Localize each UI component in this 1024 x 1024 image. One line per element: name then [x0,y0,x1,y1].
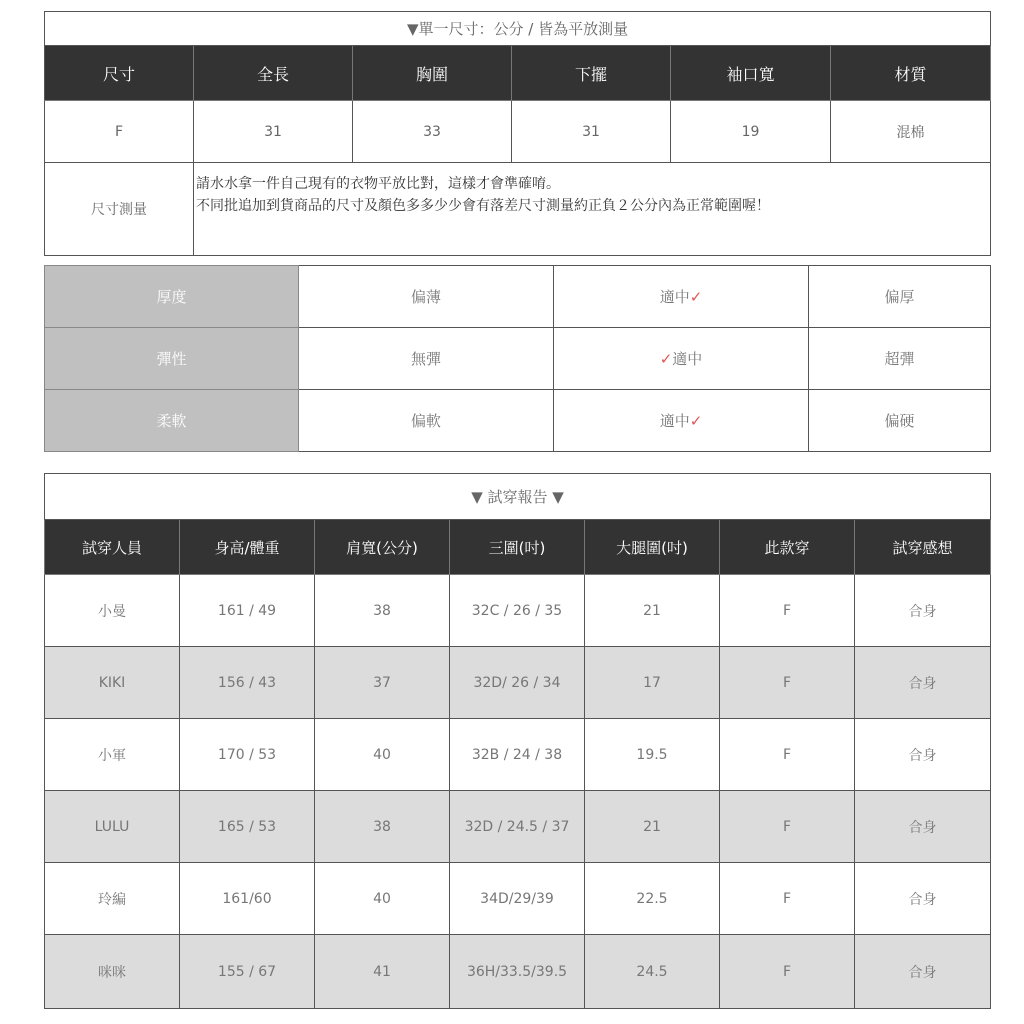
fit-cell-height-weight: 156 / 43 [180,647,315,719]
fitting-report-caption: ▼ 試穿報告 ▼ [45,474,991,520]
fabric-row-thickness [45,266,991,328]
size-header-material: 材質 [831,46,991,101]
fit-cell-measurements: 34D/29/39 [450,863,585,935]
fit-cell-measurements: 32B / 24 / 38 [450,719,585,791]
fabric-option-thin: 偏薄 [299,266,554,328]
fit-cell-tester: 咪咪 [45,935,180,1009]
fit-header-size-worn: 此款穿 [720,520,855,575]
fit-cell-shoulder: 40 [315,719,450,791]
fit-header-tester: 試穿人員 [45,520,180,575]
fit-cell-feedback: 合身 [855,791,991,863]
fit-cell-measurements: 32D/ 26 / 34 [450,647,585,719]
fit-cell-size-worn: F [720,935,855,1009]
fabric-label-elasticity: 彈性 [45,328,299,390]
fit-cell-size-worn: F [720,719,855,791]
fabric-option-medium-elasticity [554,328,809,390]
size-header-length: 全長 [194,46,353,101]
fit-cell-thigh: 22.5 [585,863,720,935]
fit-cell-feedback: 合身 [855,647,991,719]
fit-cell-measurements: 32D / 24.5 / 37 [450,791,585,863]
fit-cell-size-worn: F [720,647,855,719]
fit-cell-tester: 玲編 [45,863,180,935]
fabric-label-softness: 柔軟 [45,390,299,452]
fit-cell-feedback: 合身 [855,935,991,1009]
table-row [45,791,991,863]
fit-header-measurements: 三圍(吋) [450,520,585,575]
fit-header-shoulder: 肩寬(公分) [315,520,450,575]
fabric-option-hard: 偏硬 [809,390,991,452]
size-value-size: F [45,101,194,163]
size-value-material: 混棉 [831,101,991,163]
table-row [45,719,991,791]
fit-cell-feedback: 合身 [855,719,991,791]
size-table-caption: ▼單一尺寸：公分 / 皆為平放測量 [45,12,991,46]
fit-cell-height-weight: 161 / 49 [180,575,315,647]
fabric-option-no-stretch: 無彈 [299,328,554,390]
table-row [45,575,991,647]
size-value-chest: 33 [353,101,512,163]
fit-cell-thigh: 17 [585,647,720,719]
size-header-cuff: 袖口寬 [671,46,831,101]
fit-cell-height-weight: 170 / 53 [180,719,315,791]
size-note [194,163,991,256]
table-row [45,935,991,1009]
fabric-option-medium-thickness [554,266,809,328]
option-text: 適中 [659,288,690,306]
fit-cell-shoulder: 40 [315,863,450,935]
fabric-option-super-stretch: 超彈 [809,328,991,390]
fit-header-height-weight: 身高/體重 [180,520,315,575]
check-icon: ✓ [659,350,673,368]
size-note-label: 尺寸測量 [45,163,194,256]
option-text: 適中 [659,412,690,430]
check-icon: ✓ [689,288,703,306]
fit-cell-size-worn: F [720,575,855,647]
fit-cell-thigh: 19.5 [585,719,720,791]
fitting-report-table [44,473,991,1009]
fit-header-thigh: 大腿圍(吋) [585,520,720,575]
fabric-label-thickness: 厚度 [45,266,299,328]
fit-cell-thigh: 24.5 [585,935,720,1009]
fabric-option-medium-softness [554,390,809,452]
check-icon: ✓ [689,412,703,430]
fit-cell-thigh: 21 [585,575,720,647]
fit-cell-tester: LULU [45,791,180,863]
table-row [45,863,991,935]
fit-cell-tester: 小軍 [45,719,180,791]
fit-header-feedback: 試穿感想 [855,520,991,575]
fabric-option-soft: 偏軟 [299,390,554,452]
fabric-table [44,265,991,452]
size-note-line-2: 不同批追加到貨商品的尺寸及顏色多多少少會有落差尺寸測量約正負２公分內為正常範圍喔！ [196,198,770,214]
fit-cell-shoulder: 38 [315,575,450,647]
fit-cell-tester: 小曼 [45,575,180,647]
size-value-cuff: 19 [671,101,831,163]
fabric-row-softness [45,390,991,452]
fabric-row-elasticity [45,328,991,390]
size-header-chest: 胸圍 [353,46,512,101]
fit-cell-tester: KIKI [45,647,180,719]
fit-cell-size-worn: F [720,863,855,935]
table-row [45,647,991,719]
option-text: 適中 [672,350,703,368]
fit-cell-measurements: 32C / 26 / 35 [450,575,585,647]
fit-cell-height-weight: 161/60 [180,863,315,935]
fit-cell-shoulder: 41 [315,935,450,1009]
fit-cell-thigh: 21 [585,791,720,863]
fit-cell-feedback: 合身 [855,863,991,935]
fit-cell-measurements: 36H/33.5/39.5 [450,935,585,1009]
size-value-length: 31 [194,101,353,163]
fit-cell-height-weight: 165 / 53 [180,791,315,863]
fit-cell-size-worn: F [720,791,855,863]
size-table [44,11,991,256]
fit-cell-shoulder: 38 [315,791,450,863]
size-header-hem: 下擺 [512,46,671,101]
size-note-line-1: 請水水拿一件自己現有的衣物平放比對，這樣才會準確唷。 [196,176,560,192]
size-header-size: 尺寸 [45,46,194,101]
fit-cell-shoulder: 37 [315,647,450,719]
fit-cell-height-weight: 155 / 67 [180,935,315,1009]
fit-cell-feedback: 合身 [855,575,991,647]
size-value-hem: 31 [512,101,671,163]
fabric-option-thick: 偏厚 [809,266,991,328]
